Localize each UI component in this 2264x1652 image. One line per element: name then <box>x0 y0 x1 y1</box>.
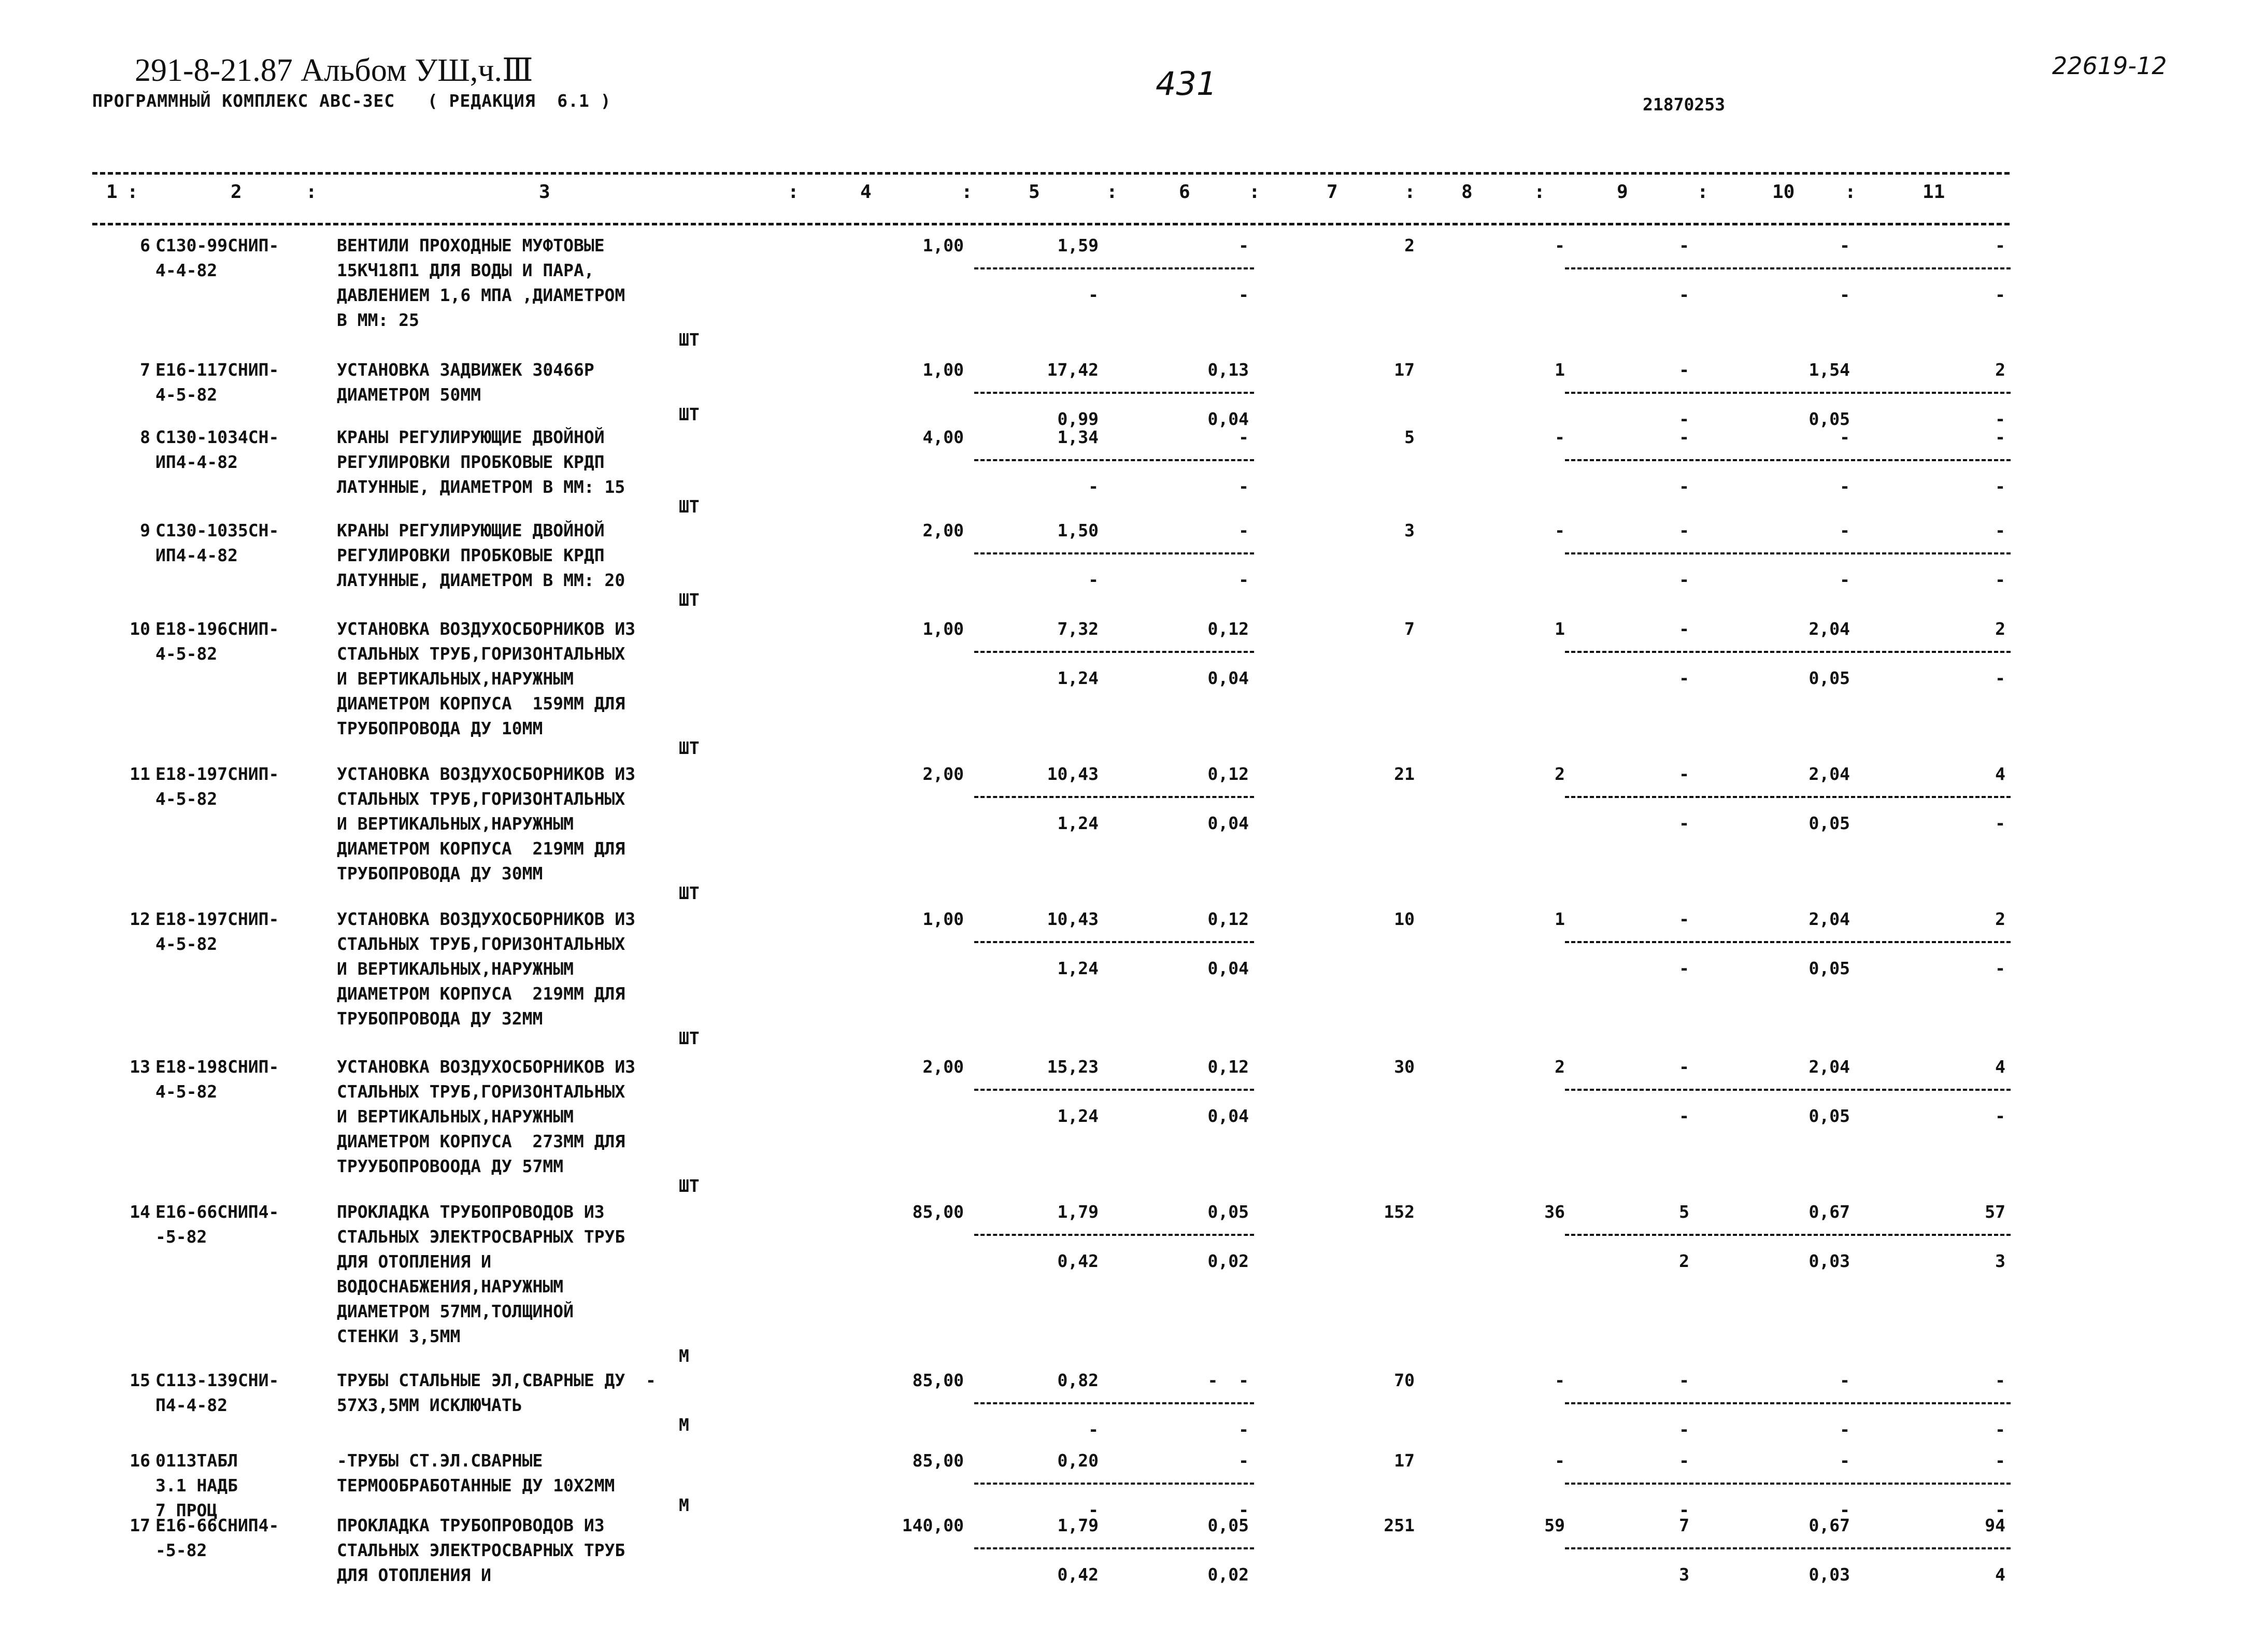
cell-divider <box>974 796 1254 798</box>
total-machines: - <box>1679 427 1689 447</box>
labor-unit-machinists: - <box>1840 569 1850 590</box>
total-cost: 70 <box>1394 1370 1415 1390</box>
total-wages: 1 <box>1555 909 1565 929</box>
labor-unit: 0,67 <box>1809 1202 1850 1222</box>
unit-cost-wages: - <box>1088 284 1099 305</box>
cell-divider <box>1565 651 2011 653</box>
row-number: 8 <box>140 427 150 447</box>
labor-total-machinists: - <box>1995 569 2005 590</box>
unit-cost-wages: - <box>1088 1419 1099 1440</box>
labor-unit-machinists: 0,05 <box>1809 668 1850 688</box>
unit-of-measure: ШТ <box>679 590 700 610</box>
norm-code: Е18-197СНИП- 4-5-82 <box>155 909 279 954</box>
page-number: 431 <box>1156 65 1217 103</box>
labor-total-machinists: - <box>1995 409 2005 429</box>
labor-total-machinists: - <box>1995 813 2005 833</box>
unit-of-measure: ШТ <box>679 1028 700 1048</box>
labor-unit-machinists: 0,03 <box>1809 1251 1850 1271</box>
row-number: 9 <box>140 520 150 540</box>
column-number: 8 <box>1461 181 1473 203</box>
cell-divider <box>1565 1547 2011 1549</box>
total-machines: - <box>1679 1370 1689 1390</box>
quantity: 85,00 <box>912 1370 964 1390</box>
total-machine-wages: 2 <box>1679 1251 1689 1271</box>
norm-code: Е16-66СНИП4- -5-82 <box>155 1515 279 1560</box>
unit-of-measure: ШТ <box>679 883 700 903</box>
unit-of-measure: ШТ <box>679 1176 700 1196</box>
table-top-rule <box>92 172 2010 175</box>
labor-unit: 2,04 <box>1809 764 1850 784</box>
cell-divider <box>974 651 1254 653</box>
unit-cost-machines: 0,05 <box>1207 1515 1249 1535</box>
total-wages: 2 <box>1555 764 1565 784</box>
unit-cost-total: 0,82 <box>1057 1370 1099 1390</box>
unit-of-measure: М <box>679 1415 689 1435</box>
unit-cost-total: 10,43 <box>1047 909 1099 929</box>
labor-total-machinists: - <box>1995 1500 2005 1520</box>
unit-cost-machines: 0,12 <box>1207 909 1249 929</box>
cell-divider <box>1565 796 2011 798</box>
labor-total: - <box>1995 1370 2005 1390</box>
norm-code: 0113ТАБЛ 3.1 НАДБ 7 ПРОЦ <box>155 1450 238 1520</box>
unit-cost-wages: 0,42 <box>1057 1251 1099 1271</box>
total-machines: - <box>1679 520 1689 540</box>
total-machine-wages: - <box>1679 409 1689 429</box>
cell-divider <box>1565 1234 2011 1236</box>
unit-of-measure: ШТ <box>679 738 700 758</box>
column-divider: : <box>788 181 799 203</box>
cell-divider <box>1565 1089 2011 1091</box>
labor-total-machinists: - <box>1995 284 2005 305</box>
total-machine-wages: 3 <box>1679 1564 1689 1585</box>
total-wages: - <box>1555 1450 1565 1471</box>
work-description: УСТАНОВКА ВОЗДУХОСБОРНИКОВ ИЗ СТАЛЬНЫХ ТРУБ,ГОРИЗОНТАЛЬНЫХ И ВЕРТИКАЛЬНЫХ,НАРУЖНЫМ ДИАМЕТРОМ КОРПУСА 273ММ ДЛЯ ТРУУБОПРОВООДА ДУ 57ММ <box>337 1057 636 1176</box>
total-cost: 30 <box>1394 1057 1415 1077</box>
total-wages: - <box>1555 235 1565 255</box>
cell-divider <box>1565 459 2011 461</box>
total-machine-wages: - <box>1679 813 1689 833</box>
labor-total: 4 <box>1995 764 2005 784</box>
total-machines: - <box>1679 909 1689 929</box>
column-number: 11 <box>1923 181 1945 203</box>
unit-cost-machines: - <box>1238 1450 1249 1471</box>
total-machine-wages: - <box>1679 569 1689 590</box>
work-description: УСТАНОВКА ВОЗДУХОСБОРНИКОВ ИЗ СТАЛЬНЫХ ТРУБ,ГОРИЗОНТАЛЬНЫХ И ВЕРТИКАЛЬНЫХ,НАРУЖНЫМ ДИАМЕТРОМ КОРПУСА 159ММ ДЛЯ ТРУБОПРОВОДА ДУ 10ММ <box>337 619 636 738</box>
norm-code: Е16-66СНИП4- -5-82 <box>155 1202 279 1247</box>
unit-cost-machine-wages: - <box>1238 476 1249 496</box>
quantity: 140,00 <box>902 1515 964 1535</box>
unit-cost-wages: 1,24 <box>1057 1106 1099 1126</box>
labor-unit: 2,04 <box>1809 619 1850 639</box>
quantity: 2,00 <box>922 1057 964 1077</box>
column-divider: : <box>1404 181 1416 203</box>
labor-unit-machinists: 0,05 <box>1809 958 1850 978</box>
norm-code: С113-139СНИ- П4-4-82 <box>155 1370 279 1415</box>
unit-cost-machines: 0,12 <box>1207 1057 1249 1077</box>
cell-divider <box>974 552 1254 554</box>
quantity: 85,00 <box>912 1450 964 1471</box>
labor-unit: - <box>1840 235 1850 255</box>
unit-of-measure: М <box>679 1346 689 1366</box>
cell-divider <box>974 1234 1254 1236</box>
unit-of-measure: ШТ <box>679 496 700 517</box>
unit-cost-wages: - <box>1088 1500 1099 1520</box>
labor-total: 2 <box>1995 360 2005 380</box>
cell-divider <box>974 1547 1254 1549</box>
unit-cost-machines: - <box>1238 235 1249 255</box>
labor-unit-machinists: - <box>1840 476 1850 496</box>
unit-cost-total: 1,59 <box>1057 235 1099 255</box>
column-divider: : <box>1697 181 1708 203</box>
column-header-row <box>0 181 2264 212</box>
total-cost: 17 <box>1394 360 1415 380</box>
unit-cost-total: 15,23 <box>1047 1057 1099 1077</box>
labor-unit-machinists: - <box>1840 1419 1850 1440</box>
cell-divider <box>1565 941 2011 943</box>
column-divider: : <box>1534 181 1545 203</box>
unit-cost-machine-wages: 0,02 <box>1207 1251 1249 1271</box>
norm-code: С130-1034СН- ИП4-4-82 <box>155 427 279 472</box>
labor-total-machinists: 4 <box>1995 1564 2005 1585</box>
cell-divider <box>1565 1483 2011 1485</box>
unit-cost-total: 1,79 <box>1057 1202 1099 1222</box>
unit-cost-wages: 1,24 <box>1057 668 1099 688</box>
total-wages: - <box>1555 1370 1565 1390</box>
labor-unit-machinists: 0,05 <box>1809 813 1850 833</box>
cell-divider <box>974 459 1254 461</box>
labor-total: 57 <box>1985 1202 2005 1222</box>
unit-cost-machine-wages: 0,04 <box>1207 409 1249 429</box>
labor-unit: - <box>1840 1450 1850 1471</box>
unit-cost-wages: 0,99 <box>1057 409 1099 429</box>
total-machine-wages: - <box>1679 476 1689 496</box>
unit-of-measure: ШТ <box>679 404 700 424</box>
row-number: 6 <box>140 235 150 255</box>
column-divider: : <box>306 181 317 203</box>
total-wages: 2 <box>1555 1057 1565 1077</box>
unit-cost-wages: - <box>1088 569 1099 590</box>
quantity: 85,00 <box>912 1202 964 1222</box>
column-number: 1 <box>106 181 118 203</box>
total-wages: 59 <box>1544 1515 1565 1535</box>
total-machines: - <box>1679 619 1689 639</box>
unit-cost-total: 1,34 <box>1057 427 1099 447</box>
total-machines: - <box>1679 235 1689 255</box>
header-bottom-rule <box>92 223 2010 225</box>
row-number: 11 <box>130 764 150 784</box>
labor-unit: 0,67 <box>1809 1515 1850 1535</box>
column-number: 10 <box>1772 181 1795 203</box>
labor-unit-machinists: - <box>1840 284 1850 305</box>
column-number: 7 <box>1327 181 1338 203</box>
labor-unit: - <box>1840 520 1850 540</box>
quantity: 1,00 <box>922 360 964 380</box>
total-machine-wages: - <box>1679 1106 1689 1126</box>
unit-cost-total: 10,43 <box>1047 764 1099 784</box>
total-cost: 21 <box>1394 764 1415 784</box>
work-description: УСТАНОВКА ВОЗДУХОСБОРНИКОВ ИЗ СТАЛЬНЫХ ТРУБ,ГОРИЗОНТАЛЬНЫХ И ВЕРТИКАЛЬНЫХ,НАРУЖНЫМ ДИАМЕТРОМ КОРПУСА 219ММ ДЛЯ ТРУБОПРОВОДА ДУ 30ММ <box>337 764 636 884</box>
quantity: 1,00 <box>922 909 964 929</box>
column-number: 5 <box>1029 181 1040 203</box>
unit-cost-machines: - - <box>1207 1370 1249 1390</box>
work-description: КРАНЫ РЕГУЛИРУЮЩИЕ ДВОЙНОЙ РЕГУЛИРОВКИ ПРОБКОВЫЕ КРДП ЛАТУННЫЕ, ДИАМЕТРОМ В ММ: 15 <box>337 427 625 497</box>
row-number: 10 <box>130 619 150 639</box>
labor-total: - <box>1995 427 2005 447</box>
unit-cost-machine-wages: 0,04 <box>1207 668 1249 688</box>
column-number: 3 <box>539 181 550 203</box>
unit-cost-machine-wages: 0,04 <box>1207 1106 1249 1126</box>
cell-divider <box>974 1089 1254 1091</box>
total-machine-wages: - <box>1679 958 1689 978</box>
column-divider: : <box>1106 181 1118 203</box>
total-wages: 1 <box>1555 619 1565 639</box>
unit-cost-machines: 0,13 <box>1207 360 1249 380</box>
total-machines: - <box>1679 1057 1689 1077</box>
unit-cost-total: 7,32 <box>1057 619 1099 639</box>
document-id: 21870253 <box>1643 94 1725 115</box>
norm-code: Е16-117СНИП- 4-5-82 <box>155 360 279 405</box>
work-description: ПРОКЛАДКА ТРУБОПРОВОДОВ ИЗ СТАЛЬНЫХ ЭЛЕКТРОСВАРНЫХ ТРУБ ДЛЯ ОТОПЛЕНИЯ И <box>337 1515 625 1585</box>
row-number: 15 <box>130 1370 150 1390</box>
unit-cost-total: 1,79 <box>1057 1515 1099 1535</box>
labor-total-machinists: - <box>1995 1106 2005 1126</box>
total-machines: 5 <box>1679 1202 1689 1222</box>
work-description: КРАНЫ РЕГУЛИРУЮЩИЕ ДВОЙНОЙ РЕГУЛИРОВКИ ПРОБКОВЫЕ КРДП ЛАТУННЫЕ, ДИАМЕТРОМ В ММ: 20 <box>337 520 625 590</box>
labor-unit-machinists: 0,03 <box>1809 1564 1850 1585</box>
cell-divider <box>974 1402 1254 1404</box>
total-cost: 17 <box>1394 1450 1415 1471</box>
work-description: -ТРУБЫ СТ.ЭЛ.СВАРНЫЕ ТЕРМООБРАБОТАННЫЕ ДУ 10Х2ММ <box>337 1450 615 1496</box>
row-number: 7 <box>140 360 150 380</box>
column-divider: : <box>1845 181 1856 203</box>
column-divider: : <box>127 181 138 203</box>
labor-total-machinists: - <box>1995 668 2005 688</box>
unit-cost-machine-wages: 0,04 <box>1207 958 1249 978</box>
total-cost: 2 <box>1404 235 1415 255</box>
labor-total: 2 <box>1995 909 2005 929</box>
unit-cost-machine-wages: - <box>1238 1500 1249 1520</box>
unit-cost-wages: 1,24 <box>1057 813 1099 833</box>
labor-unit: - <box>1840 1370 1850 1390</box>
total-cost: 10 <box>1394 909 1415 929</box>
program-subtitle: ПРОГРАММНЫЙ КОМПЛЕКС АВС-3ЕС ( РЕДАКЦИЯ 6.1 ) <box>92 91 611 111</box>
unit-cost-machine-wages: - <box>1238 569 1249 590</box>
work-description: ВЕНТИЛИ ПРОХОДНЫЕ МУФТОВЫЕ 15КЧ18П1 ДЛЯ ВОДЫ И ПАРА, ДАВЛЕНИЕМ 1,6 МПА ,ДИАМЕТРОМ В ММ: 25 <box>337 235 625 330</box>
cell-divider <box>974 941 1254 943</box>
work-description: ТРУБЫ СТАЛЬНЫЕ ЭЛ,СВАРНЫЕ ДУ - 57Х3,5ММ ИСКЛЮЧАТЬ <box>337 1370 656 1415</box>
labor-total: - <box>1995 1450 2005 1471</box>
total-cost: 7 <box>1404 619 1415 639</box>
unit-cost-total: 17,42 <box>1047 360 1099 380</box>
labor-total-machinists: - <box>1995 958 2005 978</box>
labor-total: 2 <box>1995 619 2005 639</box>
labor-unit-machinists: - <box>1840 1500 1850 1520</box>
total-machine-wages: - <box>1679 1419 1689 1440</box>
work-description: ПРОКЛАДКА ТРУБОПРОВОДОВ ИЗ СТАЛЬНЫХ ЭЛЕКТРОСВАРНЫХ ТРУБ ДЛЯ ОТОПЛЕНИЯ И ВОДОСНАБЖЕНИЯ,НАРУЖНЫМ ДИАМЕТРОМ 57ММ,ТОЛЩИНОЙ СТЕНКИ 3,5ММ <box>337 1202 625 1346</box>
quantity: 2,00 <box>922 764 964 784</box>
row-number: 13 <box>130 1057 150 1077</box>
labor-total: 94 <box>1985 1515 2005 1535</box>
album-title: 291-8-21.87 Альбом УШ,ч.Ⅲ <box>135 53 533 88</box>
labor-unit-machinists: 0,05 <box>1809 1106 1850 1126</box>
unit-cost-machines: - <box>1238 520 1249 540</box>
unit-cost-total: 0,20 <box>1057 1450 1099 1471</box>
column-divider: : <box>961 181 973 203</box>
unit-cost-machine-wages: - <box>1238 284 1249 305</box>
cell-divider <box>1565 552 2011 554</box>
column-number: 2 <box>231 181 242 203</box>
labor-total-machinists: 3 <box>1995 1251 2005 1271</box>
total-wages: - <box>1555 427 1565 447</box>
total-cost: 3 <box>1404 520 1415 540</box>
work-description: УСТАНОВКА ЗАДВИЖЕК 30466Р ДИАМЕТРОМ 50ММ <box>337 360 594 405</box>
labor-unit: 2,04 <box>1809 909 1850 929</box>
total-machines: - <box>1679 360 1689 380</box>
cell-divider <box>1565 1402 2011 1404</box>
corner-mark: 22619-12 <box>2052 52 2167 80</box>
cell-divider <box>1565 392 2011 394</box>
total-machines: 7 <box>1679 1515 1689 1535</box>
norm-code: Е18-198СНИП- 4-5-82 <box>155 1057 279 1102</box>
cell-divider <box>1565 267 2011 269</box>
unit-cost-machine-wages: - <box>1238 1419 1249 1440</box>
column-number: 6 <box>1179 181 1190 203</box>
labor-total-machinists: - <box>1995 1419 2005 1440</box>
row-number: 14 <box>130 1202 150 1222</box>
unit-cost-machine-wages: 0,04 <box>1207 813 1249 833</box>
total-cost: 5 <box>1404 427 1415 447</box>
unit-cost-wages: 1,24 <box>1057 958 1099 978</box>
labor-unit: - <box>1840 427 1850 447</box>
work-description: УСТАНОВКА ВОЗДУХОСБОРНИКОВ ИЗ СТАЛЬНЫХ ТРУБ,ГОРИЗОНТАЛЬНЫХ И ВЕРТИКАЛЬНЫХ,НАРУЖНЫМ ДИАМЕТРОМ КОРПУСА 219ММ ДЛЯ ТРУБОПРОВОДА ДУ 32ММ <box>337 909 636 1029</box>
column-divider: : <box>1249 181 1260 203</box>
total-machines: - <box>1679 1450 1689 1471</box>
labor-total: - <box>1995 235 2005 255</box>
quantity: 1,00 <box>922 619 964 639</box>
norm-code: С130-99СНИП- 4-4-82 <box>155 235 279 280</box>
quantity: 2,00 <box>922 520 964 540</box>
quantity: 4,00 <box>922 427 964 447</box>
labor-total-machinists: - <box>1995 476 2005 496</box>
labor-unit: 2,04 <box>1809 1057 1850 1077</box>
labor-total: 4 <box>1995 1057 2005 1077</box>
norm-code: С130-1035СН- ИП4-4-82 <box>155 520 279 565</box>
unit-cost-wages: 0,42 <box>1057 1564 1099 1585</box>
cell-divider <box>974 392 1254 394</box>
unit-cost-wages: - <box>1088 476 1099 496</box>
unit-cost-machines: 0,12 <box>1207 764 1249 784</box>
total-wages: 36 <box>1544 1202 1565 1222</box>
labor-total: - <box>1995 520 2005 540</box>
total-cost: 152 <box>1384 1202 1415 1222</box>
column-number: 9 <box>1617 181 1628 203</box>
column-number: 4 <box>860 181 872 203</box>
unit-cost-machine-wages: 0,02 <box>1207 1564 1249 1585</box>
cell-divider <box>974 267 1254 269</box>
row-number: 16 <box>130 1450 150 1471</box>
total-machine-wages: - <box>1679 668 1689 688</box>
total-machine-wages: - <box>1679 284 1689 305</box>
norm-code: Е18-197СНИП- 4-5-82 <box>155 764 279 809</box>
norm-code: Е18-196СНИП- 4-5-82 <box>155 619 279 664</box>
total-wages: - <box>1555 520 1565 540</box>
labor-unit: 1,54 <box>1809 360 1850 380</box>
cell-divider <box>974 1483 1254 1485</box>
quantity: 1,00 <box>922 235 964 255</box>
row-number: 17 <box>130 1515 150 1535</box>
unit-cost-machines: 0,12 <box>1207 619 1249 639</box>
unit-cost-total: 1,50 <box>1057 520 1099 540</box>
total-machine-wages: - <box>1679 1500 1689 1520</box>
total-cost: 251 <box>1384 1515 1415 1535</box>
total-machines: - <box>1679 764 1689 784</box>
total-wages: 1 <box>1555 360 1565 380</box>
unit-cost-machines: 0,05 <box>1207 1202 1249 1222</box>
labor-unit-machinists: 0,05 <box>1809 409 1850 429</box>
row-number: 12 <box>130 909 150 929</box>
unit-of-measure: ШТ <box>679 330 700 350</box>
unit-of-measure: М <box>679 1495 689 1515</box>
unit-cost-machines: - <box>1238 427 1249 447</box>
